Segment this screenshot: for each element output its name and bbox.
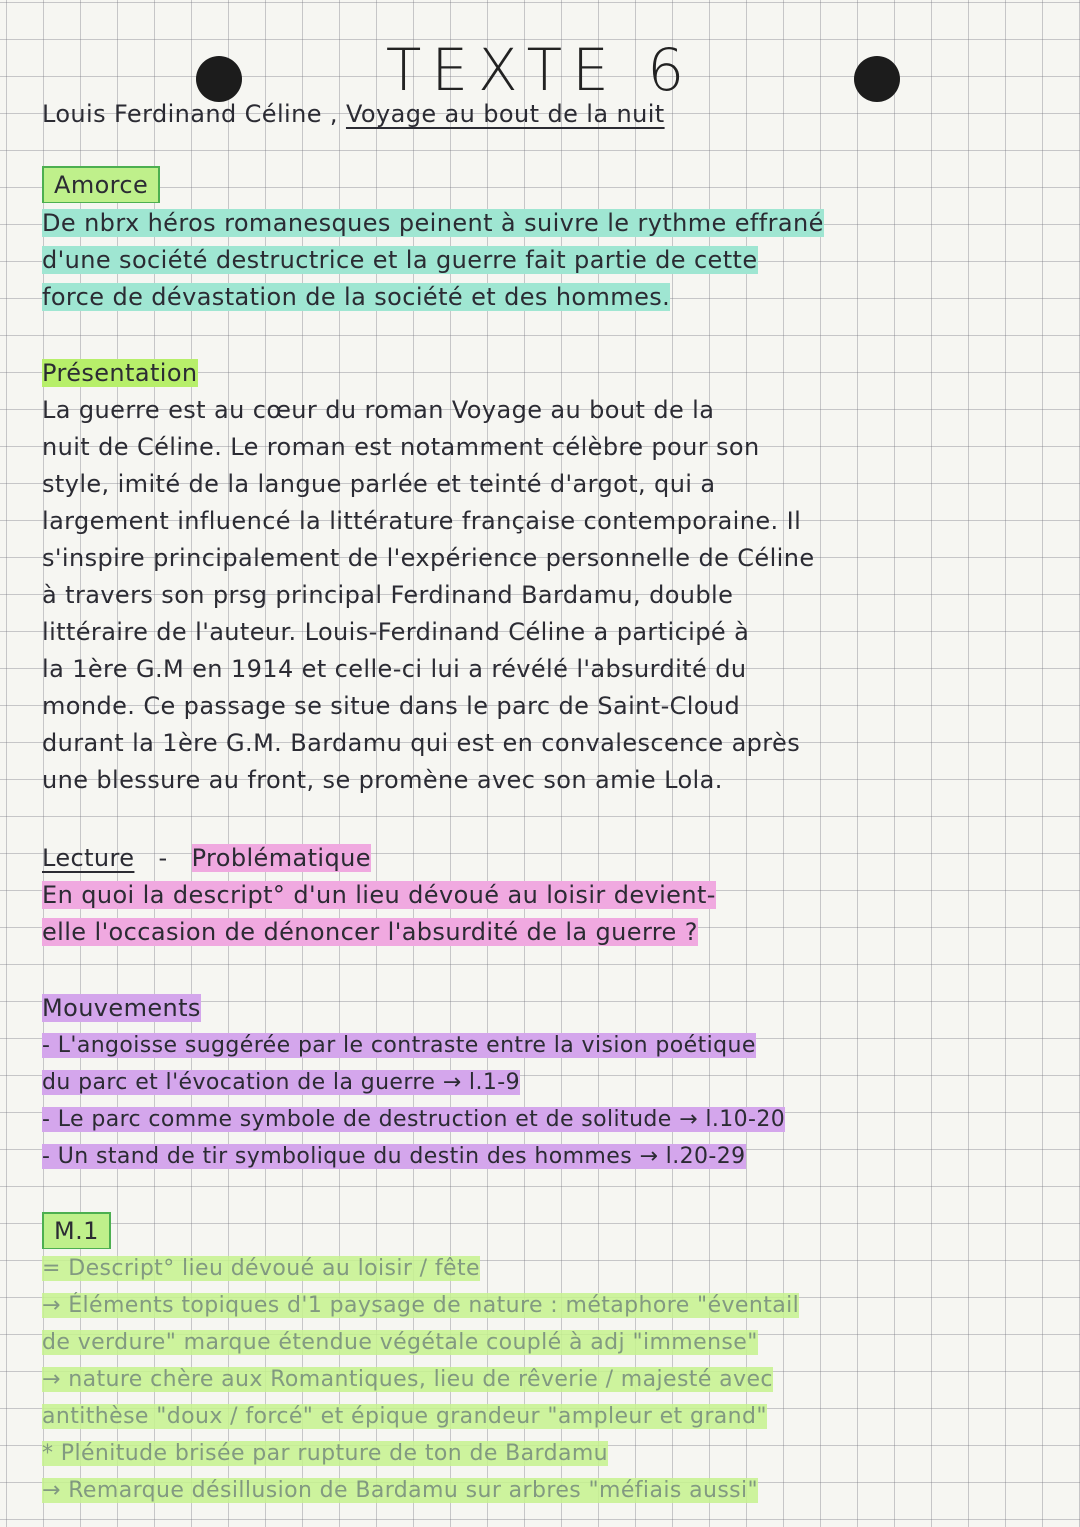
amorce-heading: Amorce	[42, 166, 160, 203]
mouvement-line-2: du parc et l'évocation de la guerre → l.1-9	[42, 1070, 520, 1095]
amorce-line-2: d'une société destructrice et la guerre fait partie de cette	[42, 246, 758, 274]
mouvement-line-4: - Un stand de tir symbolique du destin des hommes → l.20-29	[42, 1144, 746, 1169]
presentation-line-3: style, imité de la langue parlée et teinté d'argot, qui a	[42, 470, 716, 498]
m1-line-4: → nature chère aux Romantiques, lieu de rêverie / majesté avec	[42, 1367, 773, 1392]
problematique-line-2: elle l'occasion de dénoncer l'absurdité de la guerre ?	[42, 918, 698, 946]
presentation-line-5: s'inspire principalement de l'expérience personnelle de Céline	[42, 544, 815, 572]
presentation-line-11: une blessure au front, se promène avec son amie Lola.	[42, 766, 723, 794]
m1-line-6: * Plénitude brisée par rupture de ton de Bardamu	[42, 1441, 609, 1466]
m1-line-1: = Descript° lieu dévoué au loisir / fête	[42, 1256, 480, 1281]
work-title: Voyage au bout de la nuit	[345, 100, 665, 128]
presentation-line-6: à travers son prsg principal Ferdinand Bardamu, double	[42, 581, 734, 609]
amorce-heading-line	[42, 166, 1040, 203]
amorce-line-1: De nbrx héros romanesques peinent à suivre le rythme effrané	[42, 209, 824, 237]
subtitle-line	[42, 96, 1040, 133]
presentation-line-8: la 1ère G.M en 1914 et celle-ci lui a révélé l'absurdité du	[42, 655, 747, 683]
m1-line-5: antithèse "doux / forcé" et épique grandeur "ampleur et grand"	[42, 1404, 767, 1429]
presentation-line-4: largement influencé la littérature française contemporaine. Il	[42, 507, 802, 535]
lecture-heading: Lecture	[42, 844, 135, 872]
presentation-heading: Présentation	[42, 359, 198, 387]
presentation-line-7: littéraire de l'auteur. Louis-Ferdinand Céline a participé à	[42, 618, 750, 646]
lecture-separator: -	[158, 844, 168, 872]
m1-line-3: de verdure" marque étendue végétale couplé à adj "immense"	[42, 1330, 758, 1355]
presentation-line-1: La guerre est au cœur du roman Voyage au bout de la	[42, 396, 715, 424]
page-title: TEXTE 6	[385, 36, 695, 104]
m1-heading: M.1	[42, 1212, 111, 1249]
author-name: Louis Ferdinand Céline ,	[42, 100, 338, 128]
problematique-line-1: En quoi la descript° d'un lieu dévoué au loisir devient-	[42, 881, 716, 909]
mouvements-heading-line	[42, 990, 1040, 1027]
presentation-line-9: monde. Ce passage se situe dans le parc de Saint-Cloud	[42, 692, 741, 720]
m1-heading-line	[42, 1212, 1040, 1249]
mouvements-heading: Mouvements	[42, 994, 201, 1022]
mouvement-line-3: - Le parc comme symbole de destruction et de solitude → l.10-20	[42, 1107, 786, 1132]
presentation-line-10: durant la 1ère G.M. Bardamu qui est en convalescence après	[42, 729, 801, 757]
problematique-heading: Problématique	[191, 844, 371, 872]
presentation-line-2: nuit de Céline. Le roman est notamment célèbre pour son	[42, 433, 760, 461]
mouvement-line-1: - L'angoisse suggérée par le contraste entre la vision poétique	[42, 1033, 756, 1058]
presentation-heading-line	[42, 355, 1040, 392]
lecture-heading-line	[42, 840, 1040, 877]
amorce-line-3: force de dévastation de la société et des hommes.	[42, 283, 671, 311]
m1-line-7: → Remarque désillusion de Bardamu sur arbres "méfiais aussi"	[42, 1478, 759, 1503]
m1-line-2: → Éléments topiques d'1 paysage de nature : métaphore "éventail	[42, 1293, 800, 1318]
